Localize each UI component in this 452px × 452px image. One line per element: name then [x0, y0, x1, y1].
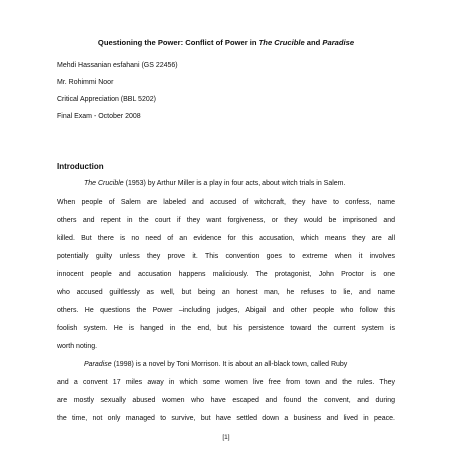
paragraph-1-line: When people of Salem are labeled and accused of witchcraft, they have to confess, name — [57, 199, 395, 206]
author-line: Mehdi Hassanian esfahani (GS 22456) — [57, 62, 178, 69]
work-title-inline: The Crucible — [84, 180, 124, 187]
paragraph-1-line: who accused guiltlessly as well, but being an honest man, he refuses to lie, and name — [57, 289, 395, 296]
course-line: Critical Appreciation (BBL 5202) — [57, 96, 156, 103]
page-number: [1] — [222, 434, 230, 441]
paragraph-1-line: others and repent in the court if they want forgiveness, or they would be imprisoned and — [57, 217, 395, 224]
paragraph-1-line: innocent people and accusation happens maliciously. The protagonist, John Proctor is one — [57, 271, 395, 278]
paragraph-1-line: potentially guilty unless they prove it. This convention goes to extreme when it involves — [57, 253, 395, 260]
paragraph-1-first-text: (1953) by Arthur Miller is a play in four acts, about witch trials in Salem. — [123, 180, 346, 187]
paragraph-1-line: worth noting. — [57, 343, 98, 350]
paragraph-2-first-text: (1998) is a novel by Toni Morrison. It is about an all-black town, called Ruby — [111, 361, 348, 368]
work-title-inline: Paradise — [84, 361, 112, 368]
document-title — [0, 38, 452, 47]
title-prefix: Questioning the Power: Conflict of Power in — [97, 38, 259, 47]
paragraph-2-line: and a convent 17 miles away in which some women live free from town and the rules. They — [57, 379, 395, 386]
section-heading: Introduction — [57, 162, 104, 171]
paragraph-2-line: the time, not only managed to survive, but have settled down a business and lived in peace. — [57, 415, 395, 422]
paragraph-2-line — [84, 360, 395, 370]
title-work-paradise: Paradise — [322, 38, 355, 47]
exam-line: Final Exam - October 2008 — [57, 113, 141, 120]
paragraph-1-line — [84, 179, 395, 189]
title-and: and — [304, 38, 323, 47]
title-work-crucible: The Crucible — [258, 38, 305, 47]
paragraph-1-line: others. He questions the Power –including judges, Abigail and other people who follow this — [57, 307, 395, 314]
paragraph-1-line: killed. But there is no need of an evidence for this accusation, which means they are all — [57, 235, 395, 242]
paragraph-1-line: foolish system. He is hanged in the end, but his persistence toward the current system is — [57, 325, 395, 332]
supervisor-line: Mr. Rohimmi Noor — [57, 79, 114, 86]
paragraph-2-line: are mostly sexually abused women who have escaped and found the convent, and during — [57, 397, 395, 404]
